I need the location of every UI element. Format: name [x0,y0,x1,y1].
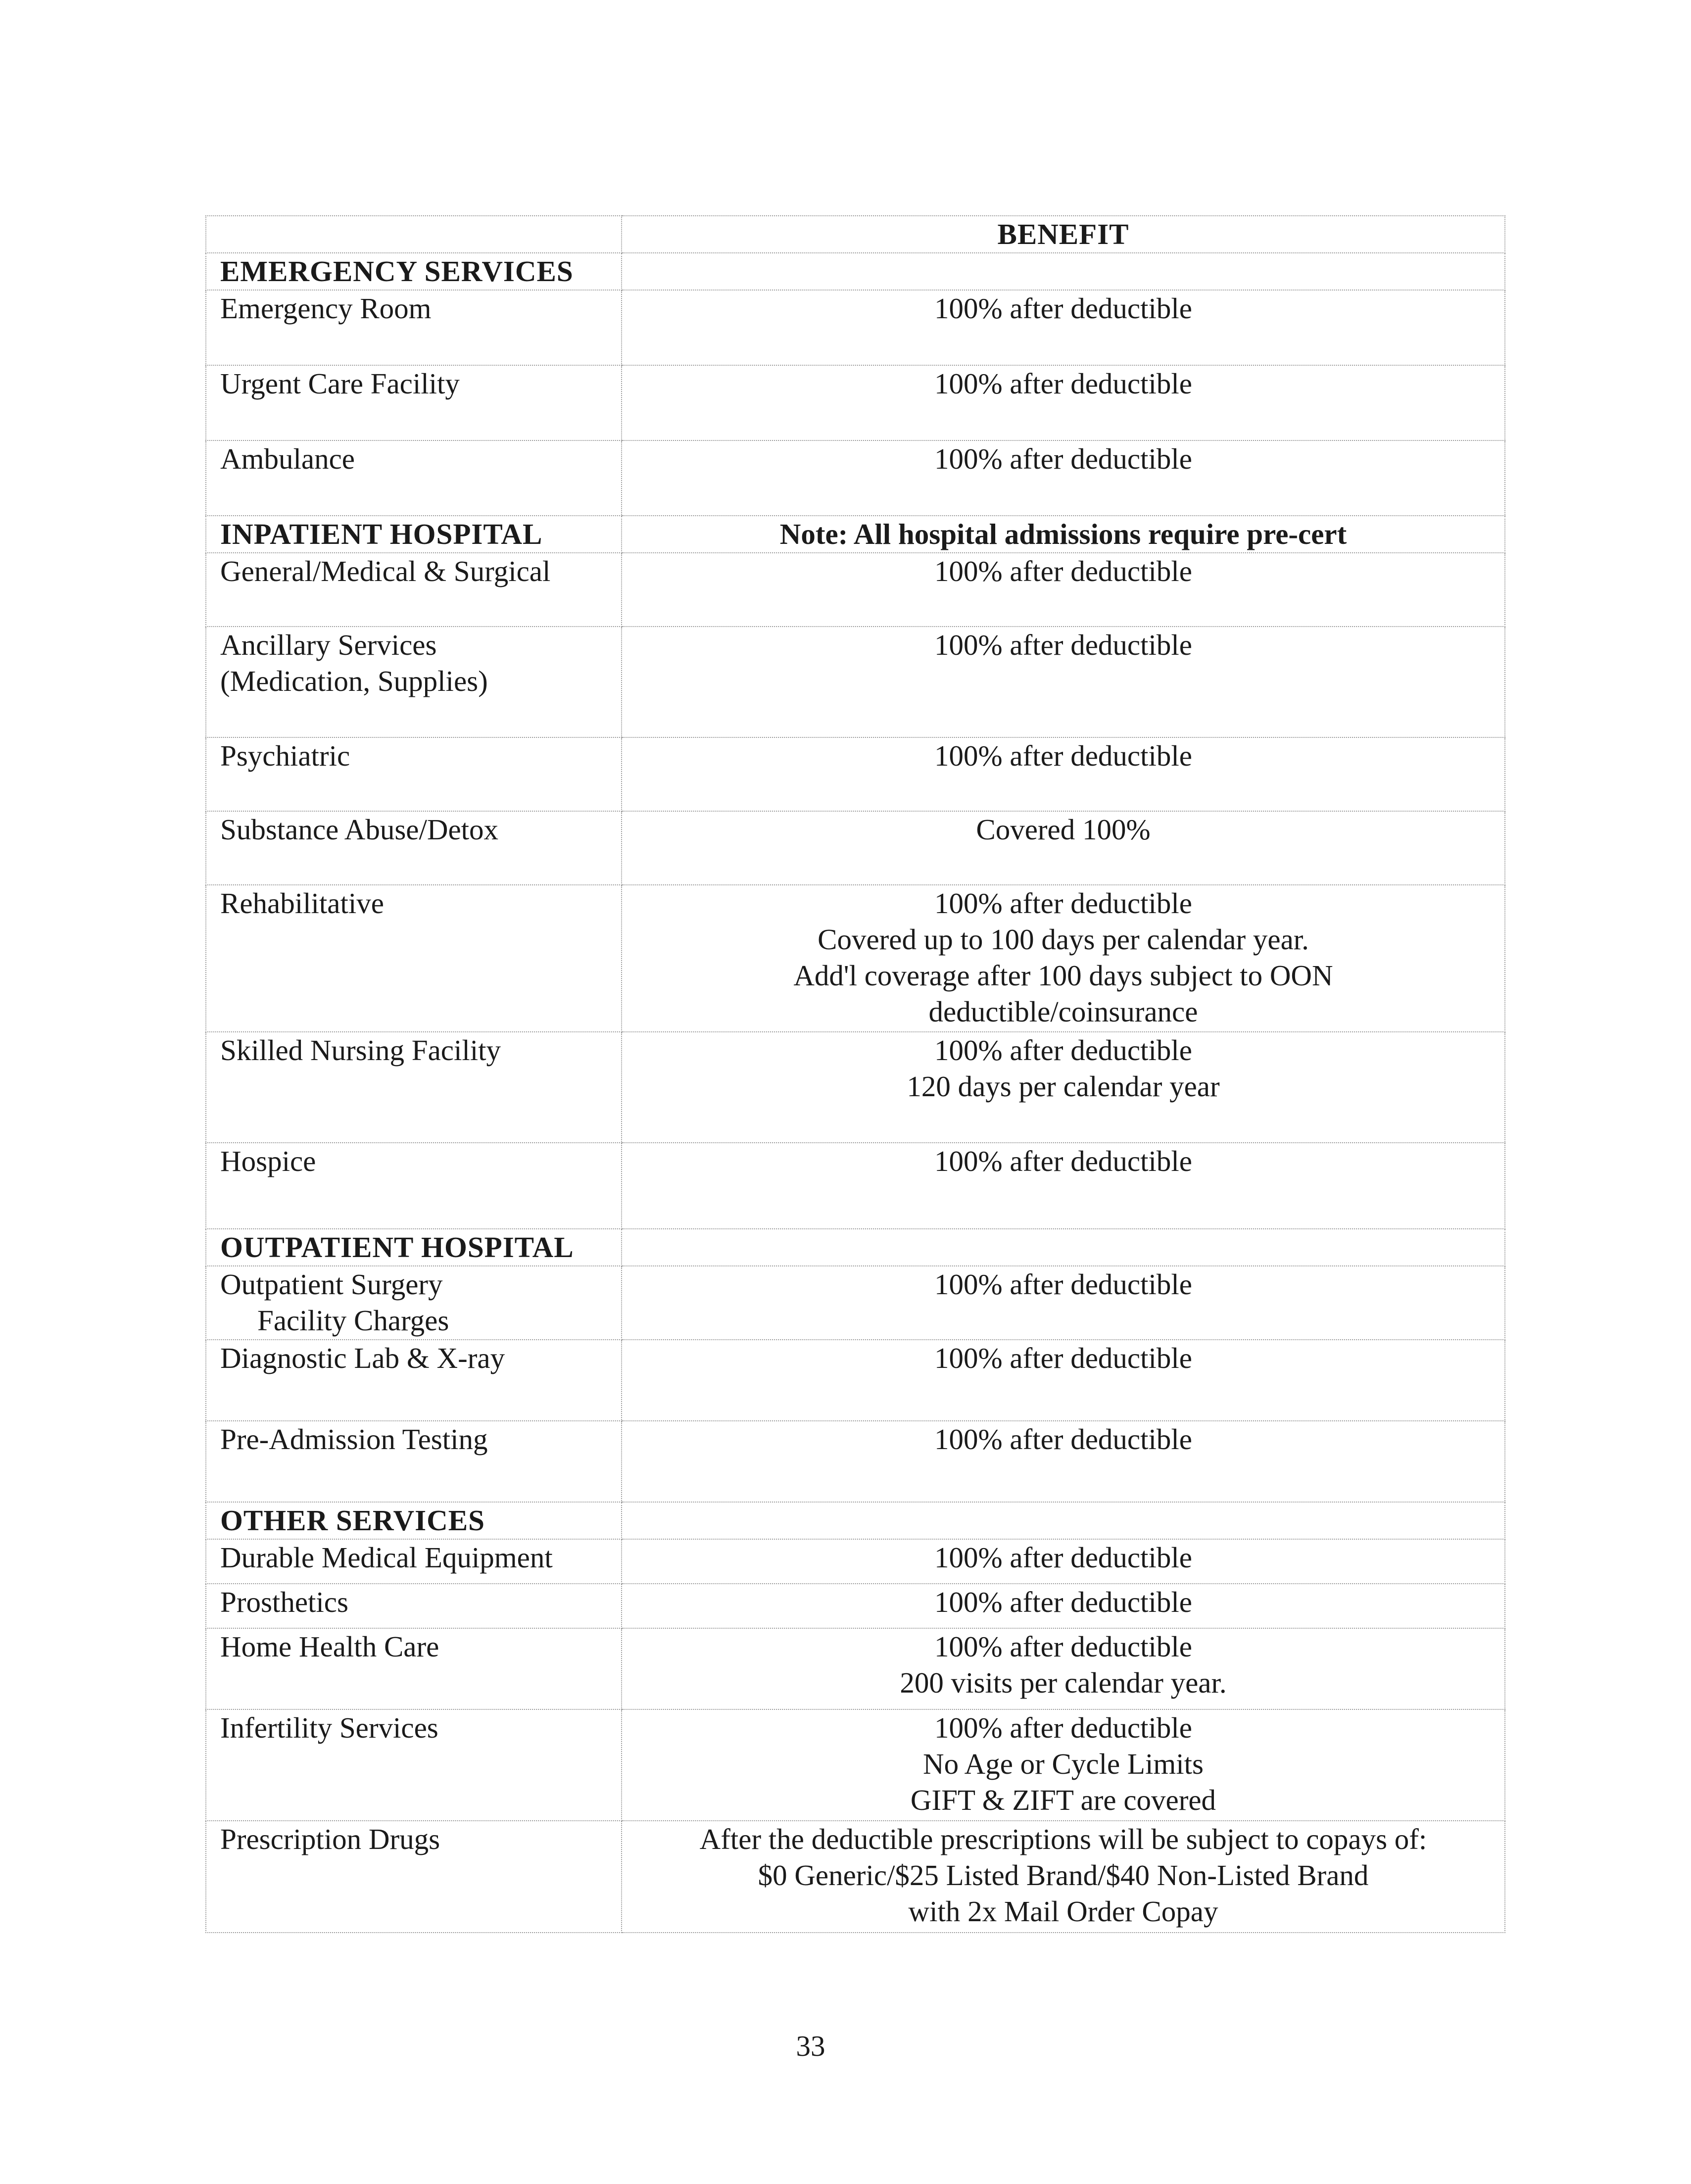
service-line: General/Medical & Surgical [220,555,551,587]
service-line: Home Health Care [220,1630,439,1663]
table-row [206,1709,1505,1821]
benefit-cell [622,885,1505,1032]
service-cell [206,1584,622,1628]
table-row [206,1421,1505,1502]
benefit-line: deductible/coinsurance [928,995,1198,1028]
benefits-table [205,215,1505,1933]
benefit-cell [622,1709,1505,1821]
service-line: Durable Medical Equipment [220,1541,553,1574]
header-benefit-cell: BENEFIT [622,216,1505,253]
service-cell [206,1539,622,1584]
benefits-table-body [206,216,1505,1933]
section-title: OTHER SERVICES [206,1502,622,1539]
service-line: Urgent Care Facility [220,367,460,400]
benefit-cell [622,1032,1505,1143]
benefit-cell [622,811,1505,885]
page-number: 33 [796,2030,825,2062]
benefit-cell [622,1821,1505,1933]
service-cell [206,1709,622,1821]
section-title: OUTPATIENT HOSPITAL [206,1229,622,1266]
benefit-line: 120 days per calendar year [907,1070,1220,1103]
service-line: Prescription Drugs [220,1823,440,1855]
table-row [206,553,1505,627]
benefit-line: Add'l coverage after 100 days subject to OON [793,959,1333,992]
service-cell [206,627,622,737]
section-note [622,1229,1505,1266]
service-line: Emergency Room [220,292,432,325]
section-title: INPATIENT HOSPITAL [206,516,622,553]
benefit-line: $0 Generic/$25 Listed Brand/$40 Non-Listed Brand [758,1859,1369,1892]
benefit-line: 200 visits per calendar year. [900,1666,1227,1699]
service-line: Ancillary Services [220,629,437,661]
table-row [206,627,1505,737]
header-service-cell [206,216,622,253]
benefit-cell [622,1266,1505,1340]
section-header-row [206,516,1505,553]
service-cell [206,290,622,365]
table-row [206,1539,1505,1584]
table-row [206,885,1505,1032]
benefit-line: 100% after deductible [934,555,1192,587]
table-row [206,440,1505,516]
service-line: Hospice [220,1145,316,1177]
benefit-line: No Age or Cycle Limits [923,1747,1204,1780]
service-cell [206,737,622,811]
benefit-cell [622,737,1505,811]
table-row [206,1032,1505,1143]
service-cell [206,1266,622,1340]
table-row [206,1340,1505,1421]
benefit-line: 100% after deductible [934,1541,1192,1574]
benefit-cell [622,1340,1505,1421]
benefit-line: 100% after deductible [934,887,1192,920]
service-cell [206,553,622,627]
benefit-cell [622,1628,1505,1709]
table-header-row [206,216,1505,253]
table-row [206,1584,1505,1628]
service-line: Pre-Admission Testing [220,1423,488,1456]
service-cell [206,885,622,1032]
table-row [206,290,1505,365]
table-row [206,811,1505,885]
section-header-row [206,1502,1505,1539]
service-line: Diagnostic Lab & X-ray [220,1342,505,1374]
section-note [622,1502,1505,1539]
benefit-line: 100% after deductible [934,367,1192,400]
table-row [206,737,1505,811]
table-row [206,1266,1505,1340]
benefit-cell [622,1584,1505,1628]
service-line: Prosthetics [220,1586,348,1618]
benefit-cell [622,1421,1505,1502]
service-line: Psychiatric [220,739,350,772]
benefit-line: 100% after deductible [934,739,1192,772]
section-header-row [206,253,1505,290]
benefit-line: 100% after deductible [934,1342,1192,1374]
section-note: Note: All hospital admissions require pre-cert [622,516,1505,553]
benefit-line: After the deductible prescriptions will be subject to copays of: [699,1823,1427,1855]
service-cell [206,1821,622,1933]
benefit-cell [622,627,1505,737]
table-row [206,1143,1505,1229]
service-cell [206,1143,622,1229]
benefit-line: 100% after deductible [934,292,1192,325]
section-title: EMERGENCY SERVICES [206,253,622,290]
benefit-line: Covered 100% [976,813,1151,846]
service-cell [206,1032,622,1143]
benefit-cell [622,553,1505,627]
benefit-line: 100% after deductible [934,1586,1192,1618]
benefit-line: Covered up to 100 days per calendar year. [818,923,1309,956]
benefit-line: 100% after deductible [934,1711,1192,1744]
service-cell [206,1628,622,1709]
service-line: Facility Charges [257,1304,449,1337]
benefit-line: 100% after deductible [934,1630,1192,1663]
service-cell [206,365,622,440]
service-line: Outpatient Surgery [220,1268,443,1301]
benefit-line: 100% after deductible [934,442,1192,475]
service-cell [206,811,622,885]
table-row [206,365,1505,440]
service-cell [206,1421,622,1502]
benefit-line: 100% after deductible [934,629,1192,661]
service-line: Skilled Nursing Facility [220,1034,501,1067]
service-line: Infertility Services [220,1711,438,1744]
benefit-cell [622,1539,1505,1584]
service-cell [206,440,622,516]
benefit-line: 100% after deductible [934,1268,1192,1301]
table-row [206,1821,1505,1933]
service-line: Ambulance [220,442,355,475]
service-line: Substance Abuse/Detox [220,813,499,846]
benefit-cell [622,440,1505,516]
benefit-cell [622,1143,1505,1229]
benefit-line: GIFT & ZIFT are covered [910,1784,1216,1816]
benefit-line: 100% after deductible [934,1423,1192,1456]
benefit-line: with 2x Mail Order Copay [908,1895,1218,1928]
section-header-row [206,1229,1505,1266]
benefit-cell [622,290,1505,365]
benefit-line: 100% after deductible [934,1145,1192,1177]
table-row [206,1628,1505,1709]
benefit-line: 100% after deductible [934,1034,1192,1067]
service-cell [206,1340,622,1421]
service-line: (Medication, Supplies) [220,665,488,697]
benefit-cell [622,365,1505,440]
section-note [622,253,1505,290]
service-line: Rehabilitative [220,887,384,920]
